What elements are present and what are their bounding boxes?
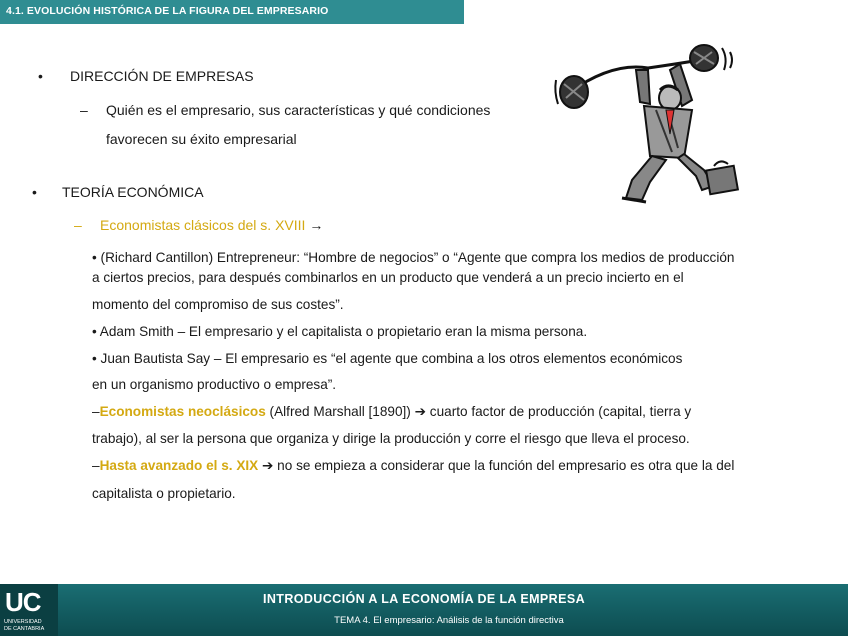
body-line: trabajo), al ser la persona que organiza y dirige la producción y corre el riesgo que lleva el proceso. <box>92 431 690 446</box>
item-direccion-sub-line1: Quién es el empresario, sus características y qué condiciones <box>106 102 491 118</box>
advanced-rest: ➔ no se empieza a considerar que la función del empresario es otra que la del <box>258 458 735 473</box>
body-line: en un organismo productivo o empresa”. <box>92 377 337 392</box>
item-teoria-title: TEORÍA ECONÓMICA <box>62 184 204 200</box>
advanced-line <box>92 458 734 474</box>
body-line: momento del compromiso de sus costes”. <box>92 297 344 312</box>
item-direccion-title: DIRECCIÓN DE EMPRESAS <box>70 68 254 84</box>
header-bar <box>0 0 464 24</box>
neoclassic-line <box>92 404 691 420</box>
bullet: • <box>38 68 43 84</box>
item-direccion-sub-line2: favorecen su éxito empresarial <box>106 131 297 147</box>
bullet: • <box>32 184 37 200</box>
logo-subtext: DE CANTABRIA <box>4 626 45 632</box>
dash: – <box>92 404 100 419</box>
course-title: INTRODUCCIÓN A LA ECONOMÍA DE LA EMPRESA <box>262 592 586 606</box>
body-line: a ciertos precios, para después combinarlos en un producto que venderá a un precio incierto en el <box>92 270 684 285</box>
body-line: • Adam Smith – El empresario y el capitalista o propietario eran la misma persona. <box>92 324 588 339</box>
dash: – <box>74 217 82 233</box>
advanced-highlight: Hasta avanzado el s. XIX <box>99 458 259 473</box>
arrow-right-icon: → <box>309 217 324 233</box>
dash: – <box>80 102 88 118</box>
topic-subtitle: TEMA 4. El empresario: Análisis de la función directiva <box>334 615 564 626</box>
body-line: • Juan Bautista Say – El empresario es “el agente que combina a los otros elementos económicos <box>92 351 683 366</box>
logo-text: UC <box>5 587 41 617</box>
neoclassic-rest: (Alfred Marshall [1890]) ➔ cuarto factor de producción (capital, tierra y <box>265 404 692 419</box>
footer-bar <box>0 584 848 636</box>
body-line: capitalista o propietario. <box>92 486 236 501</box>
dash: – <box>92 458 100 473</box>
logo-subtext: UNIVERSIDAD <box>4 619 42 625</box>
section-title: 4.1. EVOLUCIÓN HISTÓRICA DE LA FIGURA DEL EMPRESARIO <box>6 5 329 17</box>
classics-heading <box>100 217 323 233</box>
classics-heading-text: Economistas clásicos del s. XVIII <box>100 217 306 233</box>
neoclassic-highlight: Economistas neoclásicos <box>99 404 266 419</box>
businessman-lifting-barbell-icon <box>552 40 742 208</box>
body-line: • (Richard Cantillon) Entrepreneur: “Hombre de negocios” o “Agente que compra los medios de producción <box>92 250 735 265</box>
